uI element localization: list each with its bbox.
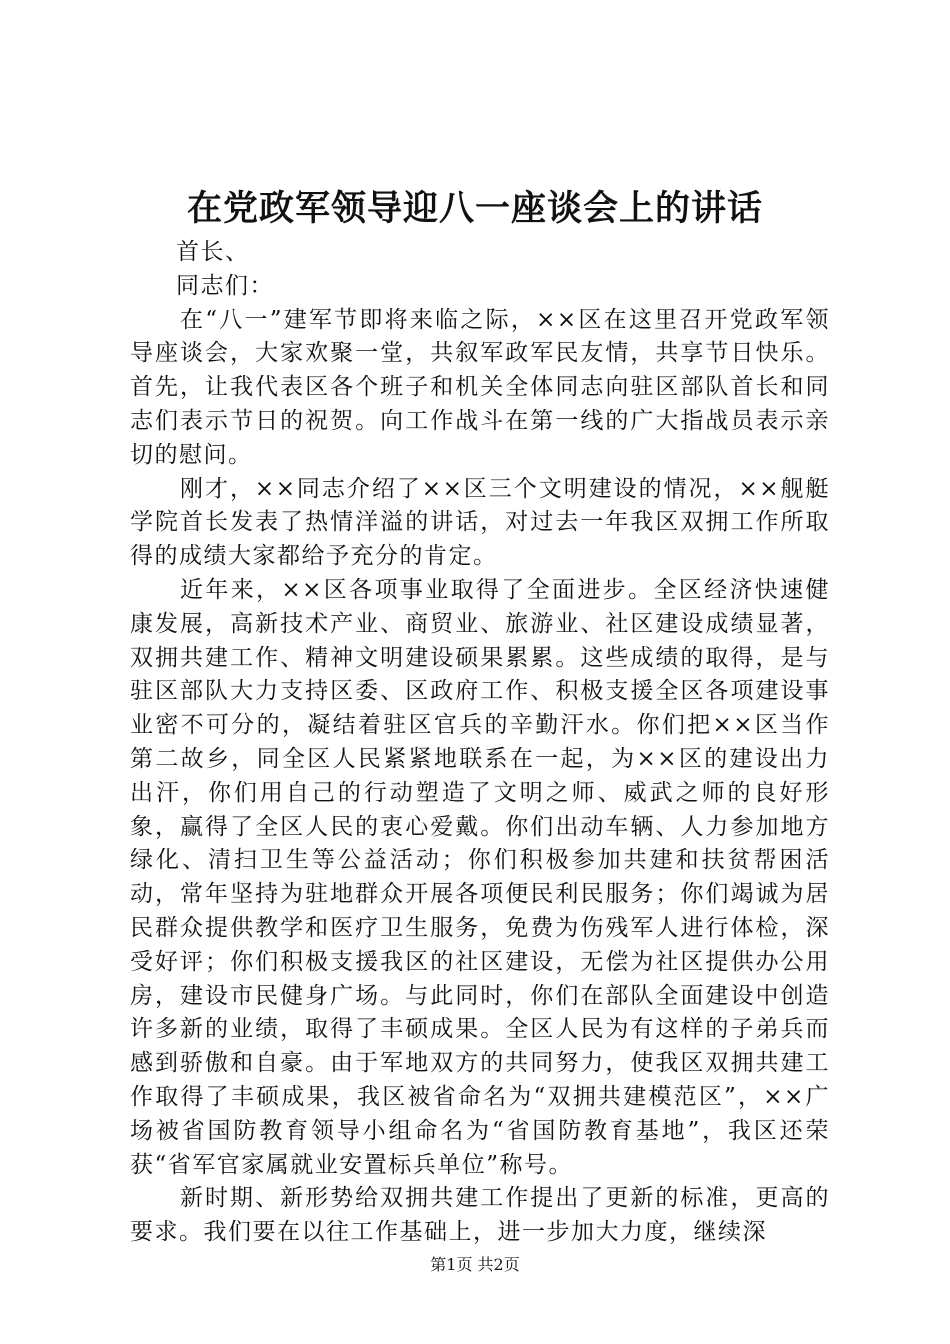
body-paragraph: 在“八一”建军节即将来临之际，××区在这里召开党政军领导座谈会，大家欢聚一堂，共叙军政军民友情，共享节日快乐。首先，让我代表区各个班子和机关全体同志向驻区部队首长和同志们表示节日的祝贺。向工作战斗在第一线的广大指战员表示亲切的慰问。 (130, 306, 830, 468)
document-title: 在党政军领导迎八一座谈会上的讲话 (186, 188, 763, 229)
page-footer: 第1页 共2页 (430, 1255, 520, 1274)
body-paragraph: 近年来，××区各项事业取得了全面进步。全区经济快速健康发展，高新技术产业、商贸业、旅游业、社区建设成绩显著，双拥共建工作、精神文明建设硕果累累。这些成绩的取得，是与驻区部队大力支持区委、区政府工作、积极支援全区各项建设事业密不可分的，凝结着驻区官兵的辛勤汗水。你们把××区当作第二故乡，同全区人民紧紧地联系在一起，为××区的建设出力出汗，你们用自己的行动塑造了文明之师、威武之师的良好形象，赢得了全区人民的衷心爱戴。你们出动车辆、人力参加地方绿化、清扫卫生等公益活动；你们积极参加共建和扶贫帮困活动，常年坚持为驻地群众开展各项便民利民服务；你们竭诚为居民群众提供教学和医疗卫生服务，免费为伤残军人进行体检，深受好评；你们积极支援我区的社区建设，无偿为社区提供办公用房，建设市民健身广场。与此同时，你们在部队全面建设中创造许多新的业绩，取得了丰硕成果。全区人民为有这样的子弟兵而感到骄傲和自豪。由于军地双方的共同努力，使我区双拥共建工作取得了丰硕成果，我区被省命名为“双拥共建模范区”，××广场被省国防教育领导小组命名为“省国防教育基地”，我区还荣获“省军官家属就业安置标兵单位”称号。 (130, 576, 830, 1178)
salutation-line: 同志们： (176, 272, 274, 299)
salutation-line: 首长、 (176, 239, 250, 265)
body-paragraph: 刚才，××同志介绍了××区三个文明建设的情况，××舰艇学院首长发表了热情洋溢的讲话，对过去一年我区双拥工作所取得的成绩大家都给予充分的肯定。 (130, 475, 830, 570)
document-body (130, 236, 830, 1250)
body-paragraph: 新时期、新形势给双拥共建工作提出了更新的标准，更高的要求。我们要在以往工作基础上，进一步加大力度，继续深 (130, 1185, 830, 1246)
